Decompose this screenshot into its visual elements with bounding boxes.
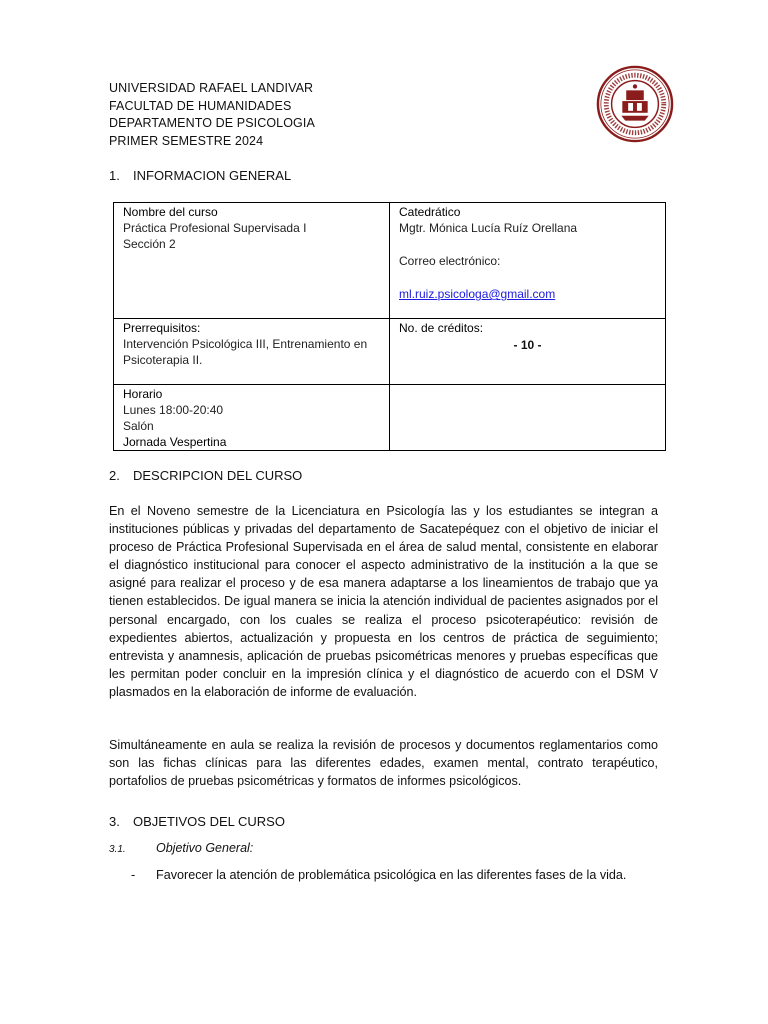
list-item xyxy=(131,866,658,884)
credits-value: - 10 - xyxy=(513,338,542,352)
table-row xyxy=(114,203,666,319)
professor-name: Mgtr. Mónica Lucía Ruíz Orellana xyxy=(399,221,578,235)
bullet-dash: - xyxy=(131,868,136,882)
general-info-table xyxy=(113,202,666,451)
course-section: Sección 2 xyxy=(123,237,176,251)
prereq-cell xyxy=(114,319,390,385)
institution-header xyxy=(109,80,315,150)
general-objective-heading xyxy=(109,841,253,855)
course-cell xyxy=(114,203,390,319)
department-name: DEPARTAMENTO DE PSICOLOGIA xyxy=(109,116,315,130)
professor-cell xyxy=(390,203,666,319)
email-link[interactable]: ml.ruiz.psicologa@gmail.com xyxy=(399,287,556,301)
prereq-label: Prerrequisitos: xyxy=(123,321,201,335)
section-1-heading xyxy=(109,168,291,183)
objective-text: Favorecer la atención de problemática psicológica en las diferentes fases de la vida. xyxy=(156,868,627,882)
credits-label: No. de créditos: xyxy=(399,321,484,335)
section-1-number: 1. xyxy=(109,168,120,183)
objective-title: Objetivo General: xyxy=(156,841,254,855)
email-label: Correo electrónico: xyxy=(399,254,501,268)
description-paragraph-1: En el Noveno semestre de la Licenciatura en Psicología las y los estudiantes se integran a instituciones públicas y privadas del departamento de Sacatepéquez con el objetivo de iniciar el proceso de Práctica Profesional Supervisada en el área de salud mental, consistente en elaborar el diagnóstico institucional para conocer el aspecto administrativo de la institución a la que se asigné para realizar el proceso y de esa manera adaptarse a los lineamientos de trabajo que ya tienen establecidos. De igual manera se inicia la atención individual de pacientes asignados por el personal encargado, con los cuales se realiza el proceso psicoterapéutico: revisión de expedientes abiertos, actualización y propuesta en los centros de práctica de seguimiento; entrevista y anamnesis, aplicación de pruebas psicométricas menores y pruebas específicas que les permitan poder concluir en la impresión clínica y el diagnóstico de acuerdo con el DSM V plasmados en la elaboración de informe de evaluación. xyxy=(109,504,658,699)
section-1-title: INFORMACION GENERAL xyxy=(133,168,292,183)
section-3-title: OBJETIVOS DEL CURSO xyxy=(133,814,285,829)
credits-cell xyxy=(390,319,666,385)
professor-label: Catedrático xyxy=(399,205,461,219)
empty-cell xyxy=(390,385,666,451)
course-name: Práctica Profesional Supervisada I xyxy=(123,221,307,235)
schedule-room: Salón xyxy=(123,419,154,433)
university-name: UNIVERSIDAD RAFAEL LANDIVAR xyxy=(109,81,314,95)
objective-number: 3.1. xyxy=(109,844,126,855)
semester: PRIMER SEMESTRE 2024 xyxy=(109,133,264,148)
section-2-title: DESCRIPCION DEL CURSO xyxy=(133,468,303,483)
university-seal-icon xyxy=(596,65,674,143)
schedule-shift: Jornada Vespertina xyxy=(123,435,227,449)
table-row xyxy=(114,319,666,385)
section-2-heading xyxy=(109,468,302,483)
schedule-cell xyxy=(114,385,390,451)
table-row xyxy=(114,385,666,451)
description-paragraph-2: Simultáneamente en aula se realiza la revisión de procesos y documentos reglamentarios como son las fichas clínicas para las diferentes edades, examen mental, contrato terapéutico, portafolios de pruebas psicométricas y formatos de informes psicológicos. xyxy=(109,738,658,789)
section-2-number: 2. xyxy=(109,468,120,483)
faculty-name: FACULTAD DE HUMANIDADES xyxy=(109,98,292,113)
section-3-heading xyxy=(109,814,285,829)
prereq-value: Intervención Psicológica III, Entrenamiento en Psicoterapia II. xyxy=(123,337,368,367)
course-label: Nombre del curso xyxy=(123,205,218,219)
section-3-number: 3. xyxy=(109,814,120,829)
schedule-time: Lunes 18:00-20:40 xyxy=(123,403,224,417)
schedule-label: Horario xyxy=(123,387,163,401)
